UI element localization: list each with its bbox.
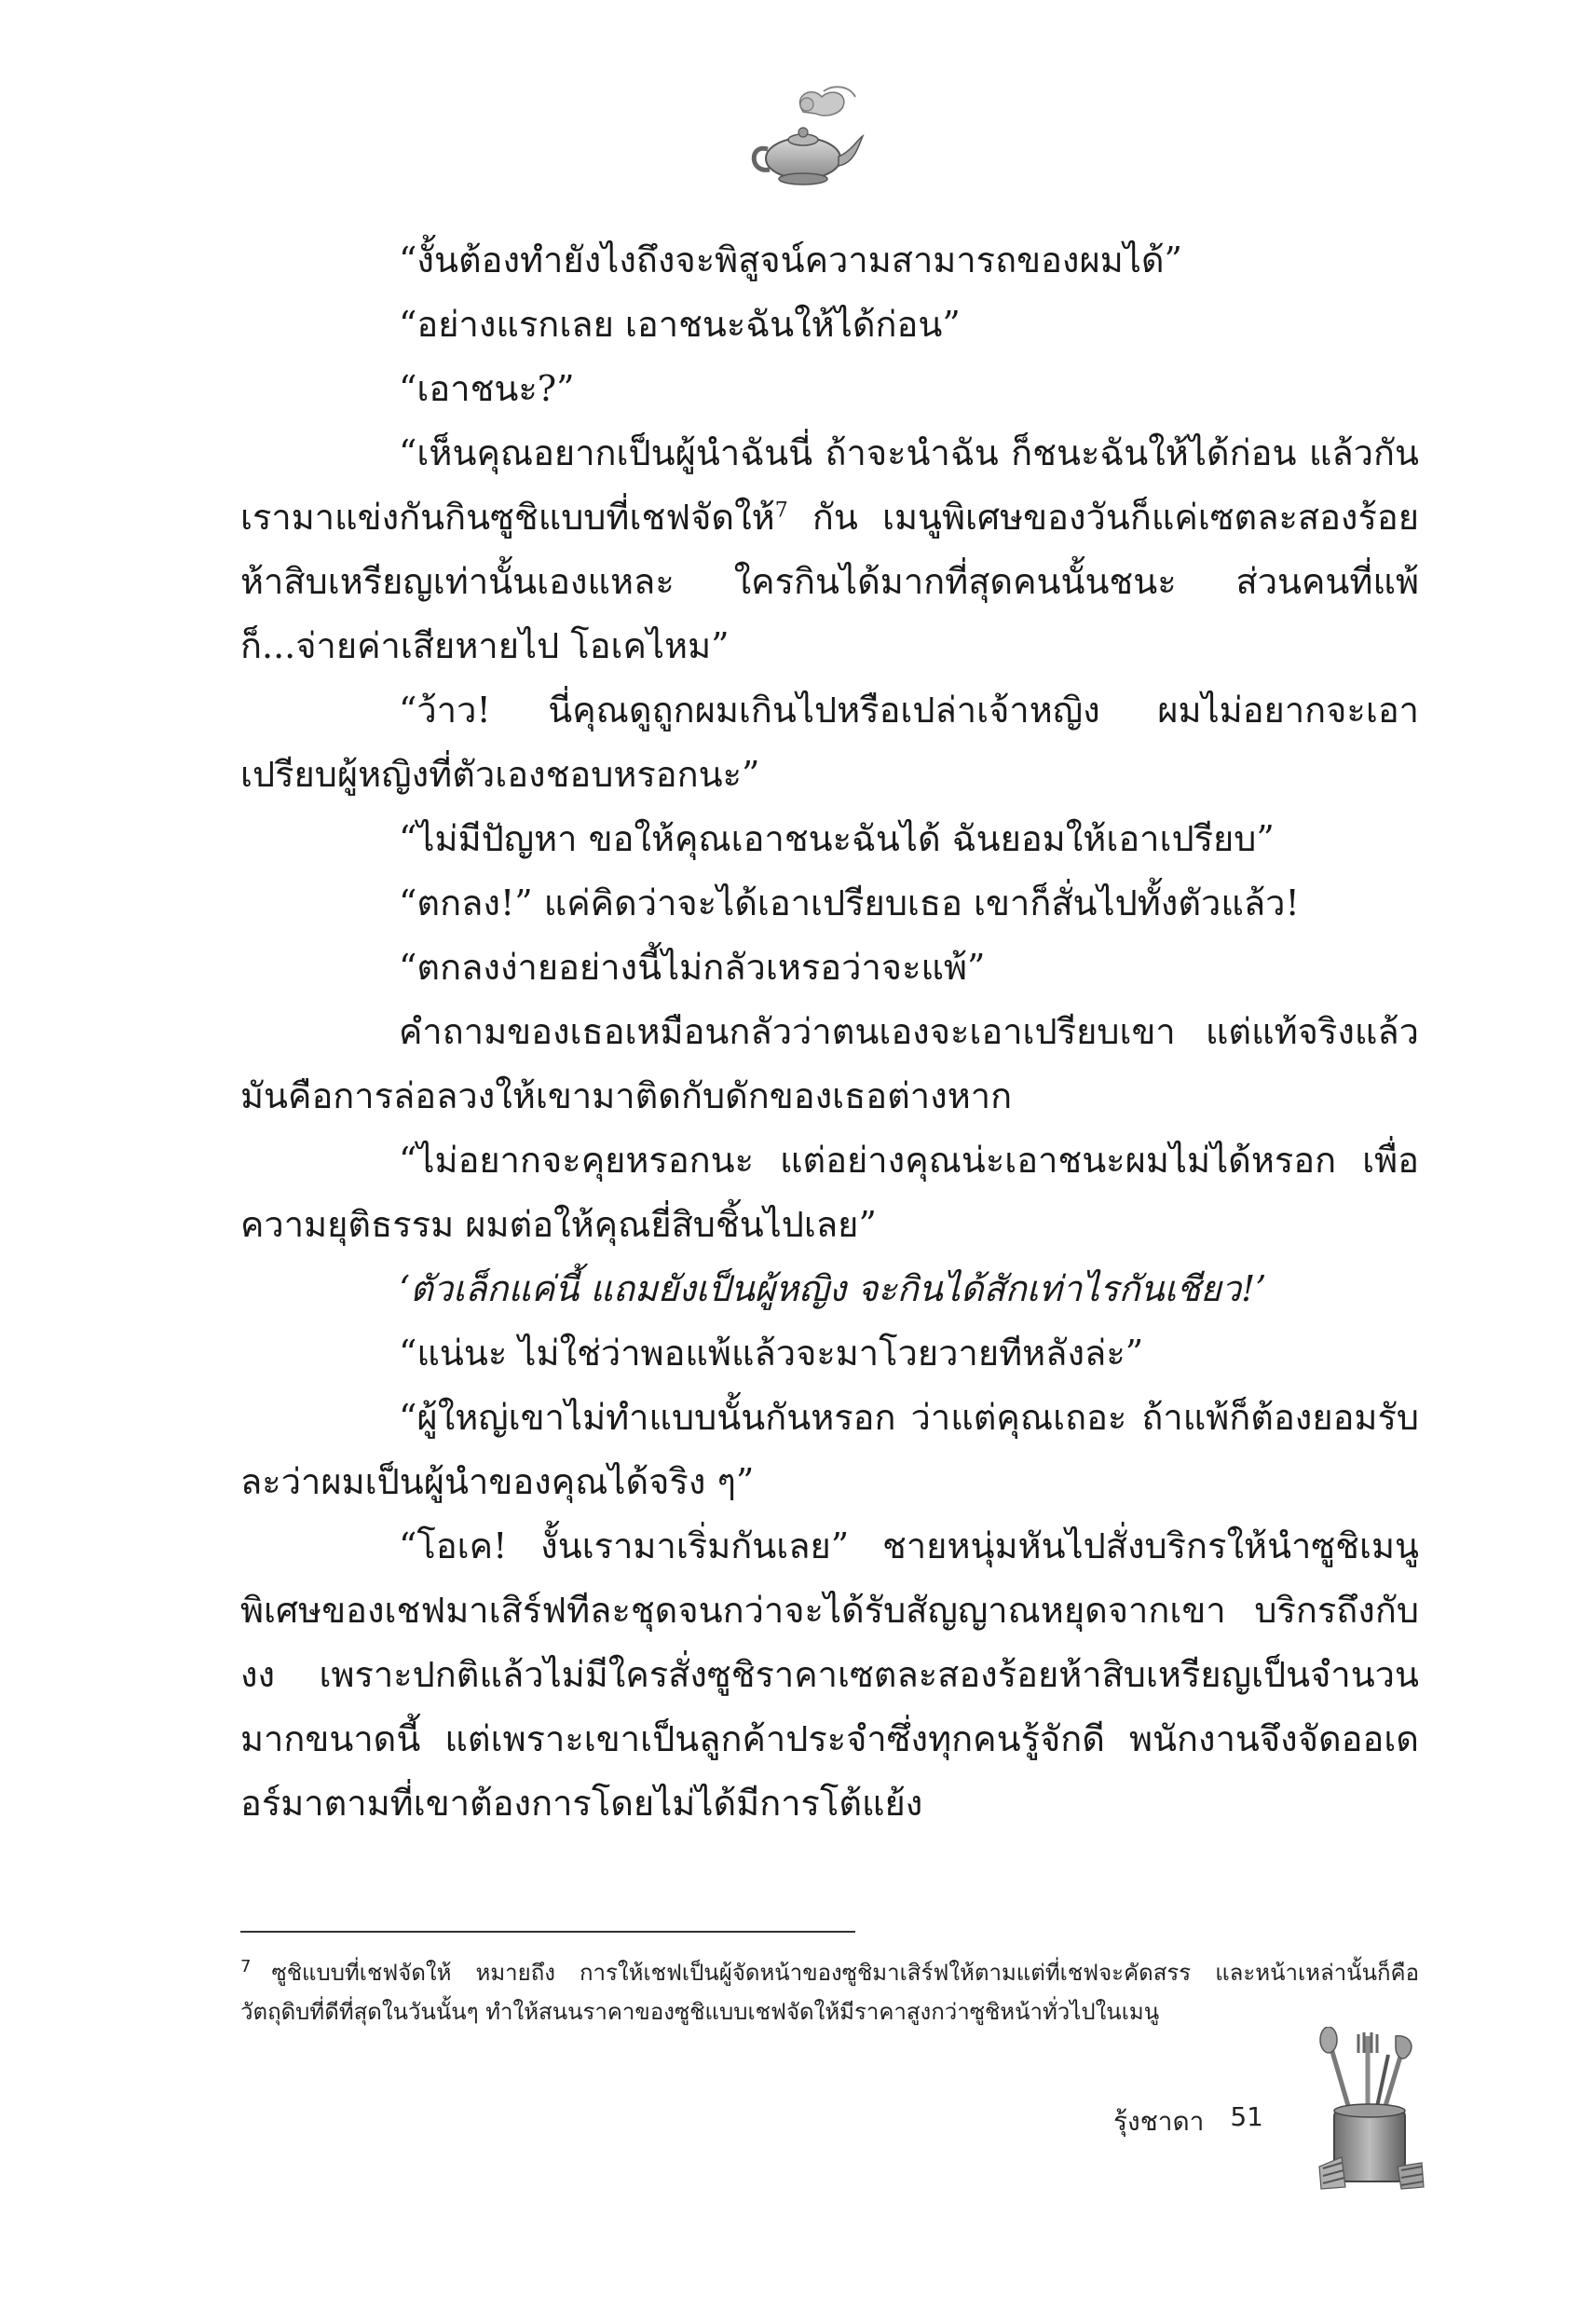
paragraph-with-footnote <box>240 421 1419 678</box>
teapot-angel-icon <box>745 84 866 196</box>
paragraph: “โอเค! งั้นเรามาเริ่มกันเลย” ชายหนุ่มหันไปสั่งบริกรให้นำซูชิเมนูพิเศษของเชฟมาเสิร์ฟทีละชุดจนกว่าจะได้รับสัญญาณหยุดจากเขา บริกรถึงกับงง เพราะปกติแล้วไม่มีใครสั่งซูชิราคาเซตละสองร้อยห้าสิบเหรียญเป็นจำนวนมากขนาดนี้ แต่เพราะเขาเป็นลูกค้าประจำซึ่งทุกคนรู้จักดี พนักงานจึงจัดออเดอร์มาตามที่เขาต้องการโดยไม่ได้มีการโต้แย้ง <box>240 1525 1419 1824</box>
footnote-number: 7 <box>240 1957 252 1976</box>
footnote-divider <box>240 1931 855 1933</box>
author-name: รุ้งชาดา <box>1113 2106 1205 2137</box>
footnote-text: ซูชิแบบที่เชฟจัดให้ หมายถึง การให้เชฟเป็นผู้จัดหน้าของซูชิมาเสิร์ฟให้ตามแต่ที่เชฟจะคัดสรร และหน้าเหล่านั้นก็คือวัตถุดิบที่ดีที่สุดในวันนั้นๆ ทำให้สนนราคาของซูชิแบบเชฟจัดให้มีราคาสูงกว่าซูชิหน้าทั่วไปในเมนู <box>240 1960 1419 2025</box>
paragraph: “ไม่มีปัญหา ขอให้คุณเอาชนะฉันได้ ฉันยอมให้เอาเปรียบ” <box>399 818 1275 859</box>
page-number: 51 <box>1230 2101 1263 2132</box>
footnote-reference[interactable]: 7 <box>774 499 788 523</box>
paragraph-text: “เห็นคุณอยากเป็นผู้นำฉันนี่ ถ้าจะนำฉัน ก็ชนะฉันให้ได้ก่อน แล้วกัน เรามาแข่งกันกินซูชิแบบที่เชฟจัดให้ <box>240 432 1419 538</box>
page-footer <box>1113 2101 1263 2142</box>
kitchen-utensils-jar-icon <box>1314 2027 1425 2190</box>
chapter-body <box>240 228 1419 1836</box>
paragraph-text: กัน เมนูพิเศษของวันก็แค่เซตละสองร้อยห้าสิบเหรียญเท่านั้นเองแหละ ใครกินได้มากที่สุดคนนั้นชนะ ส่วนคนที่แพ้ก็...จ่ายค่าเสียหายไป โอเคไหม” <box>240 497 1419 666</box>
paragraph: “อย่างแรกเลย เอาชนะฉันให้ได้ก่อน” <box>399 304 961 345</box>
paragraph: “งั้นต้องทำยังไงถึงจะพิสูจน์ความสามารถของผมได้” <box>399 239 1182 280</box>
paragraph: “ผู้ใหญ่เขาไม่ทำแบบนั้นกันหรอก ว่าแต่คุณเถอะ ถ้าแพ้ก็ต้องยอมรับละว่าผมเป็นผู้นำของคุณได้จริง ๆ” <box>240 1397 1419 1502</box>
paragraph: “ตกลงง่ายอย่างนี้ไม่กลัวเหรอว่าจะแพ้” <box>399 947 986 988</box>
paragraph: “เอาชนะ?” <box>399 368 575 409</box>
paragraph: “ตกลง!” แค่คิดว่าจะได้เอาเปรียบเธอ เขาก็สั่นไปทั้งตัวแล้ว! <box>399 882 1300 923</box>
paragraph: “ว้าว! นี่คุณดูถูกผมเกินไปหรือเปล่าเจ้าหญิง ผมไม่อยากจะเอาเปรียบผู้หญิงที่ตัวเองชอบหรอกนะ” <box>240 690 1419 795</box>
footnote <box>240 1948 1419 2031</box>
paragraph: “ไม่อยากจะคุยหรอกนะ แต่อย่างคุณน่ะเอาชนะผมไม่ได้หรอก เพื่อความยุติธรรม ผมต่อให้คุณยี่สิบชิ้นไปเลย” <box>240 1140 1419 1245</box>
paragraph: คำถามของเธอเหมือนกลัวว่าตนเองจะเอาเปรียบเขา แต่แท้จริงแล้วมันคือการล่อลวงให้เขามาติดกับดักของเธอต่างหาก <box>240 1011 1419 1116</box>
paragraph: “แน่นะ ไม่ใช่ว่าพอแพ้แล้วจะมาโวยวายทีหลังล่ะ” <box>399 1333 1144 1374</box>
inner-thought-paragraph: ‘ตัวเล็กแค่นี้ แถมยังเป็นผู้หญิง จะกินได้สักเท่าไรกันเชียว!’ <box>399 1268 1267 1309</box>
